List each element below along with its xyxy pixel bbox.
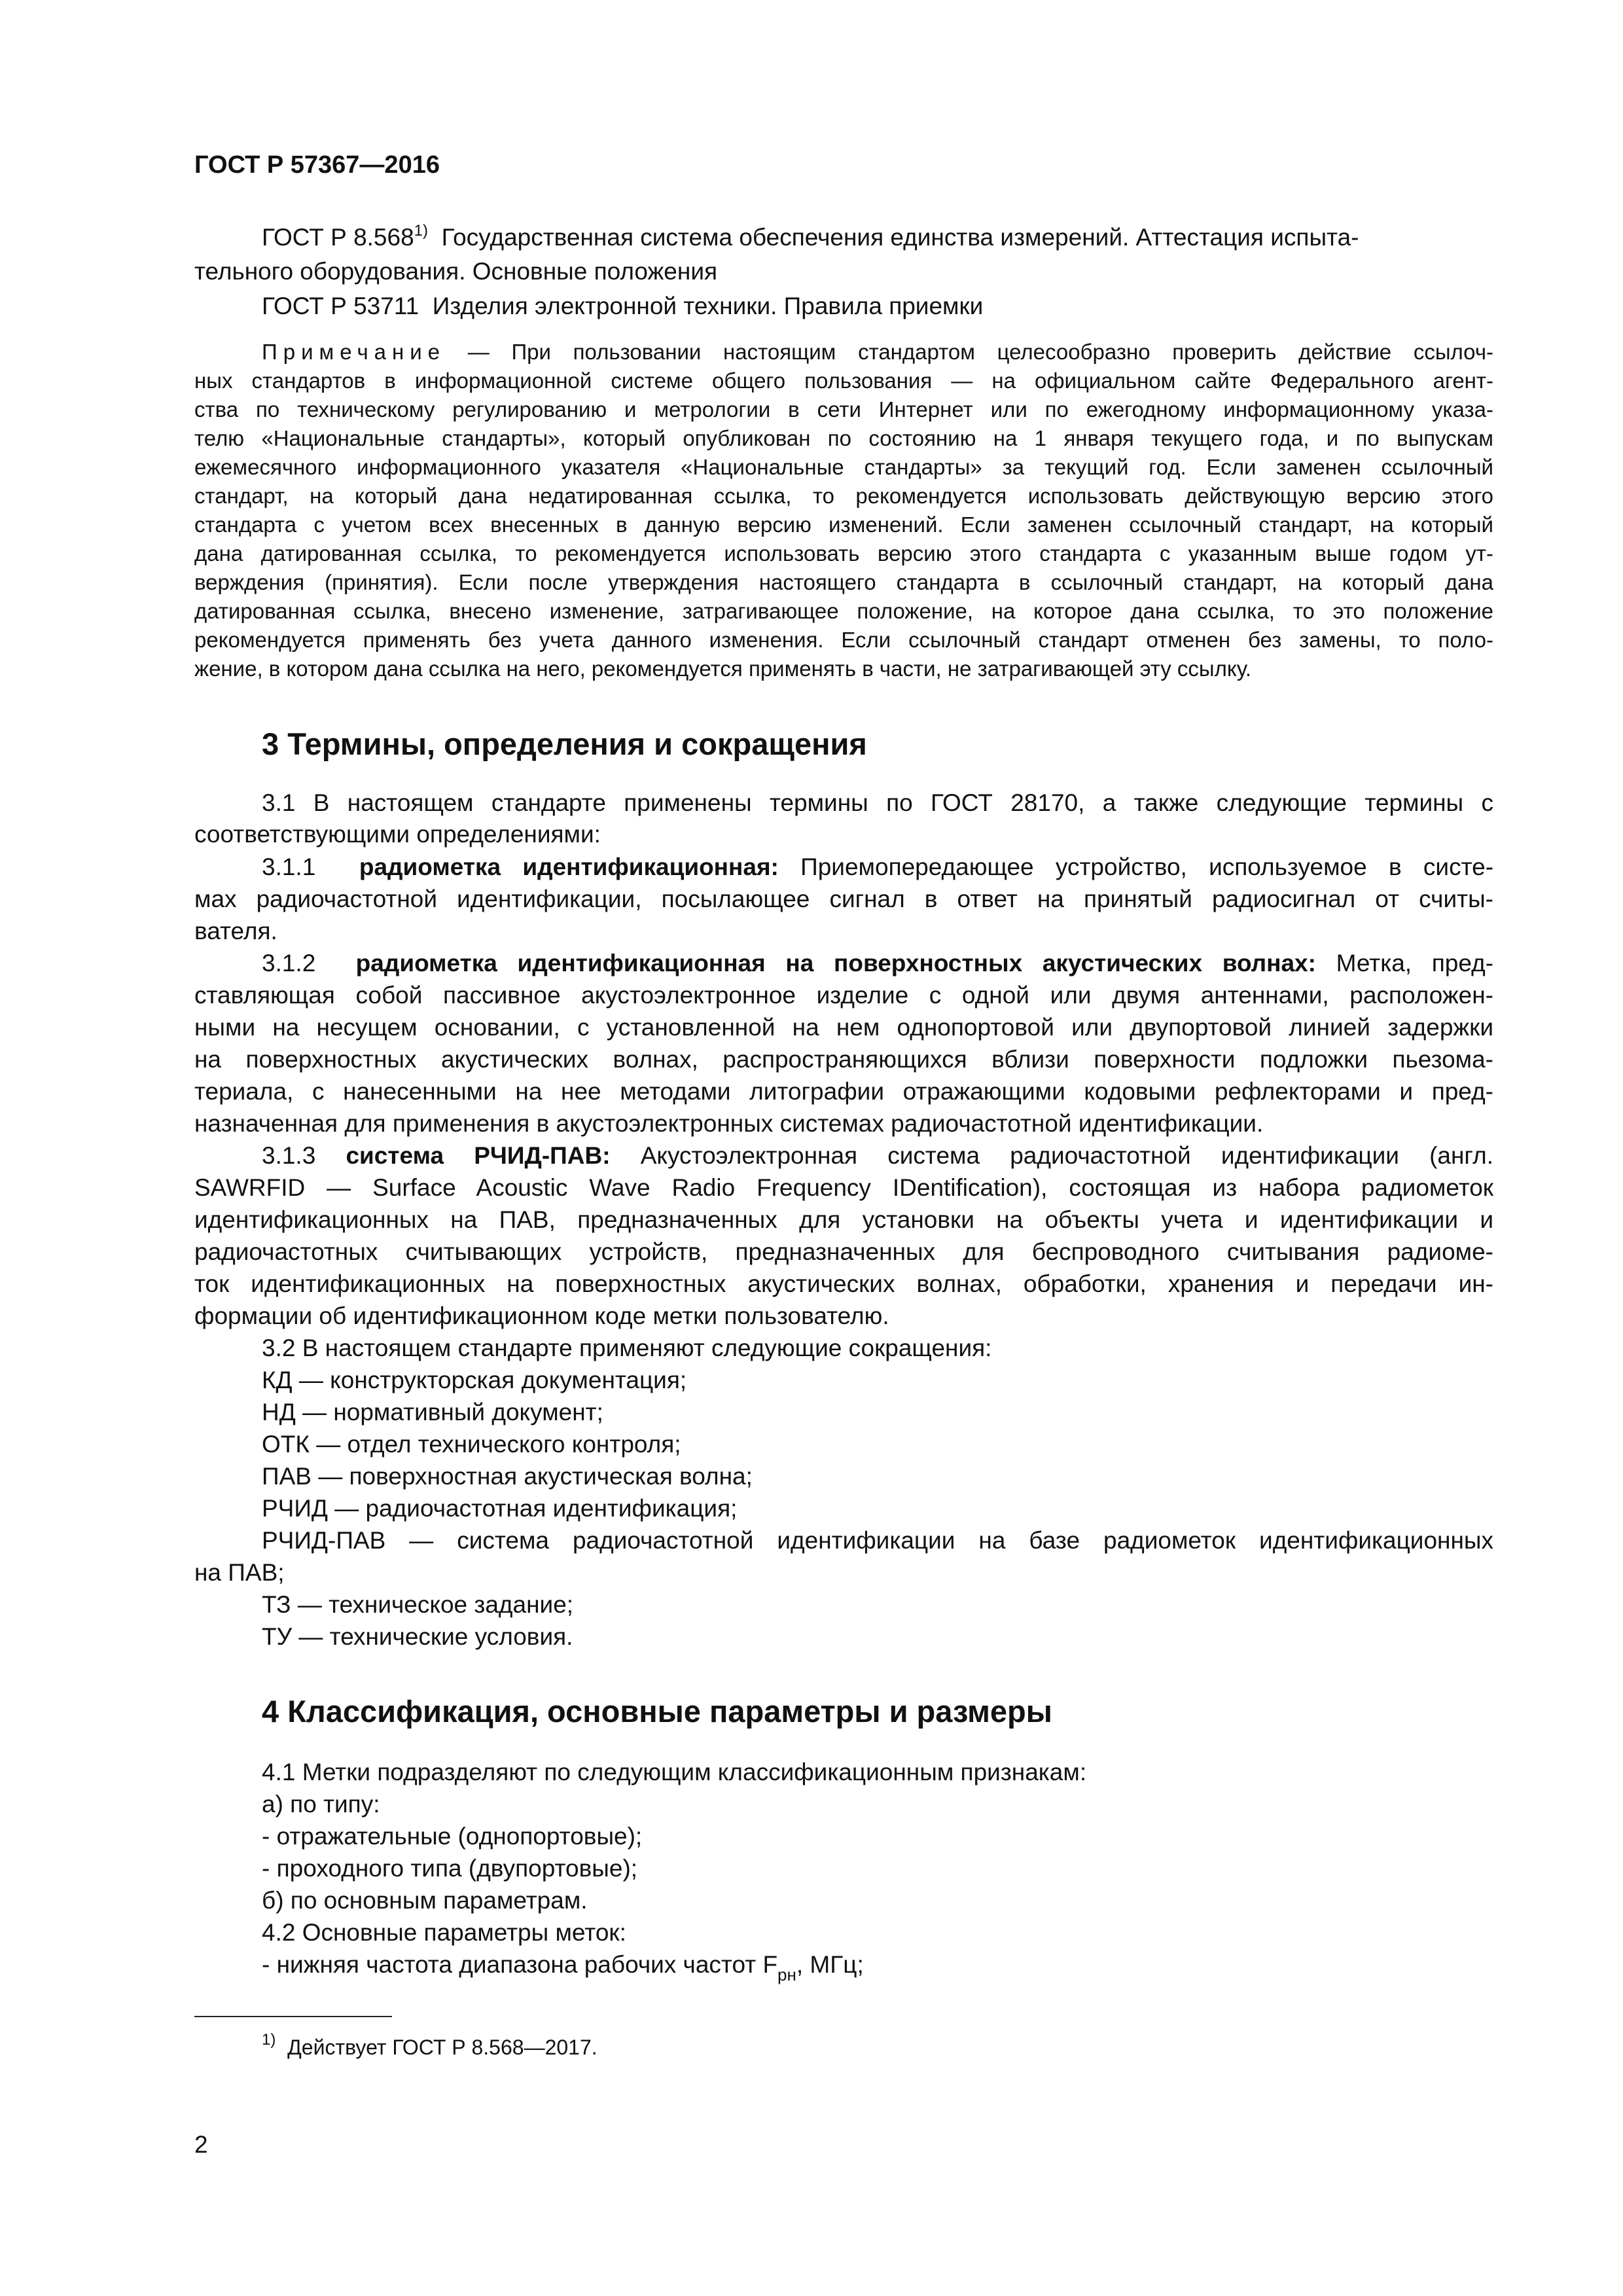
abbreviation-item: КД — конструкторская документация; xyxy=(262,1367,687,1393)
classification-item: - отражательные (однопортовые); xyxy=(262,1823,643,1850)
note-line: ных стандартов в информационной системе общего пользования — на официальном сайте Федерального агент- xyxy=(194,368,1493,393)
term-3-1-2: 3.1.2 радиометка идентификационная на поверхностных акустических волнах: Метка, пред- xyxy=(262,950,1494,977)
document-header: ГОСТ Р 57367—2016 xyxy=(194,151,440,179)
term-3-1-2-cont: назначенная для применения в акустоэлектронных системах радиочастотной идентификации. xyxy=(194,1110,1264,1137)
abbreviation-item: ТЗ — техническое задание; xyxy=(262,1591,574,1618)
term-3-1-3-cont: SAWRFID — Surface Acoustic Wave Radio Frequency IDentification), состоящая из набора радиометок xyxy=(194,1174,1493,1201)
paragraph-3-2: 3.2 В настоящем стандарте применяют следующие сокращения: xyxy=(262,1335,992,1361)
abbreviation-item: РЧИД-ПАВ — система радиочастотной идентификации на базе радиометок идентификационных xyxy=(262,1527,1493,1554)
note-line: рекомендуется применять без учета данного изменения. Если ссылочный стандарт отменен без замены, то поло- xyxy=(194,628,1493,652)
classification-item: - проходного типа (двупортовые); xyxy=(262,1855,638,1882)
abbreviation-item: НД — нормативный документ; xyxy=(262,1399,603,1426)
note-line: телю «Национальные стандарты», который опубликован по состоянию на 1 января текущего года, и по выпускам xyxy=(194,426,1493,450)
abbreviation-item: ТУ — технические условия. xyxy=(262,1623,573,1650)
note-line: ежемесячного информационного указателя «Национальные стандарты» за текущий год. Если заменен ссылочный xyxy=(194,455,1493,479)
term-3-1-1-cont: мах радиочастотной идентификации, посылающее сигнал в ответ на принятый радиосигнал от считы- xyxy=(194,886,1493,912)
page-number: 2 xyxy=(194,2131,208,2158)
term-3-1-1: 3.1.1 радиометка идентификационная: Приемопередающее устройство, используемое в систе- xyxy=(262,853,1494,880)
paragraph-3-1-cont: соответствующими определениями: xyxy=(194,821,601,848)
term-3-1-2-cont: ными на несущем основании, с установленной на нем однопортовой или двупортовой линией задержки xyxy=(194,1014,1493,1041)
term-3-1-2-cont: териала, с нанесенными на нее методами литографии отражающими кодовыми рефлекторами и пред- xyxy=(194,1078,1493,1105)
classification-item: б) по основным параметрам. xyxy=(262,1887,588,1914)
section-3-heading: 3 Термины, определения и сокращения xyxy=(262,726,867,761)
note-line: Примечание — При пользовании настоящим стандартом целесообразно проверить действие ссылоч- xyxy=(262,340,1493,364)
note-label: Примечание xyxy=(262,340,446,364)
abbreviation-item: ПАВ — поверхностная акустическая волна; xyxy=(262,1463,753,1490)
note-line: стандарта с учетом всех внесенных в данную версию изменений. Если заменен ссылочный стандарт, на который xyxy=(194,512,1493,537)
parameter-item: - нижняя частота диапазона рабочих частот $F_{рн}$, МГц; xyxy=(262,1951,864,1984)
note-line: датированная ссылка, внесено изменение, затрагивающее положение, на которое дана ссылка, то это положение xyxy=(194,599,1493,623)
classification-item: а) по типу: xyxy=(262,1791,380,1818)
note-line: ства по техническому регулированию и метрологии в сети Интернет или по ежегодному информационному указа- xyxy=(194,397,1493,422)
note-line: дана датированная ссылка, то рекомендуется использовать версию этого стандарта с указанным выше годом ут- xyxy=(194,541,1493,565)
note-line: верждения (принятия). Если после утверждения настоящего стандарта в ссылочный стандарт, на который дана xyxy=(194,570,1493,594)
abbreviation-item: ОТК — отдел технического контроля; xyxy=(262,1431,681,1458)
term-3-1-3: 3.1.3 система РЧИД-ПАВ: Акустоэлектронная система радиочастотной идентификации (англ. xyxy=(262,1142,1493,1169)
term-3-1-3-cont: радиочастотных считывающих устройств, предназначенных для беспроводного считывания радиоме- xyxy=(194,1238,1493,1265)
paragraph-4-2: 4.2 Основные параметры меток: xyxy=(262,1919,626,1946)
reference-item: ГОСТ Р 53711 Изделия электронной техники. Правила приемки xyxy=(262,293,984,319)
abbreviation-item-cont: на ПАВ; xyxy=(194,1559,285,1586)
footnote-divider xyxy=(194,2016,392,2017)
term-3-1-2-cont: ставляющая собой пассивное акустоэлектронное изделие с одной или двумя антеннами, расположен- xyxy=(194,982,1493,1009)
reference-item: ГОСТ Р 8.568$^{1)}$ Государственная система обеспечения единства измерений. Аттестация испыта- xyxy=(262,222,1359,251)
note-line: жение, в котором дана ссылка на него, рекомендуется применять в части, не затрагивающей эту ссылку. xyxy=(194,656,1252,681)
section-4-heading: 4 Классификация, основные параметры и размеры xyxy=(262,1694,1052,1729)
term-3-1-3-cont: формации об идентификационном коде метки пользователю. xyxy=(194,1302,889,1329)
footnote: $^{1)}$ Действует ГОСТ Р 8.568—2017. xyxy=(262,2031,597,2059)
note-line: стандарт, на который дана недатированная ссылка, то рекомендуется использовать действующую версию этого xyxy=(194,484,1493,508)
reference-item-continued: тельного оборудования. Основные положения xyxy=(194,258,718,285)
footnote-mark: 1) xyxy=(262,2031,276,2049)
term-3-1-1-cont: вателя. xyxy=(194,918,277,944)
paragraph-3-1: 3.1 В настоящем стандарте применены термины по ГОСТ 28170, а также следующие термины с xyxy=(262,789,1493,816)
term-3-1-3-cont: ток идентификационных на поверхностных акустических волнах, обработки, хранения и передачи ин- xyxy=(194,1270,1493,1297)
term-3-1-2-cont: на поверхностных акустических волнах, распространяющихся вблизи поверхности подложки пьезома- xyxy=(194,1046,1493,1073)
abbreviation-item: РЧИД — радиочастотная идентификация; xyxy=(262,1495,738,1522)
paragraph-4-1: 4.1 Метки подразделяют по следующим классификационным признакам: xyxy=(262,1759,1087,1785)
term-3-1-3-cont: идентификационных на ПАВ, предназначенных для установки на объекты учета и идентификации и xyxy=(194,1206,1493,1233)
